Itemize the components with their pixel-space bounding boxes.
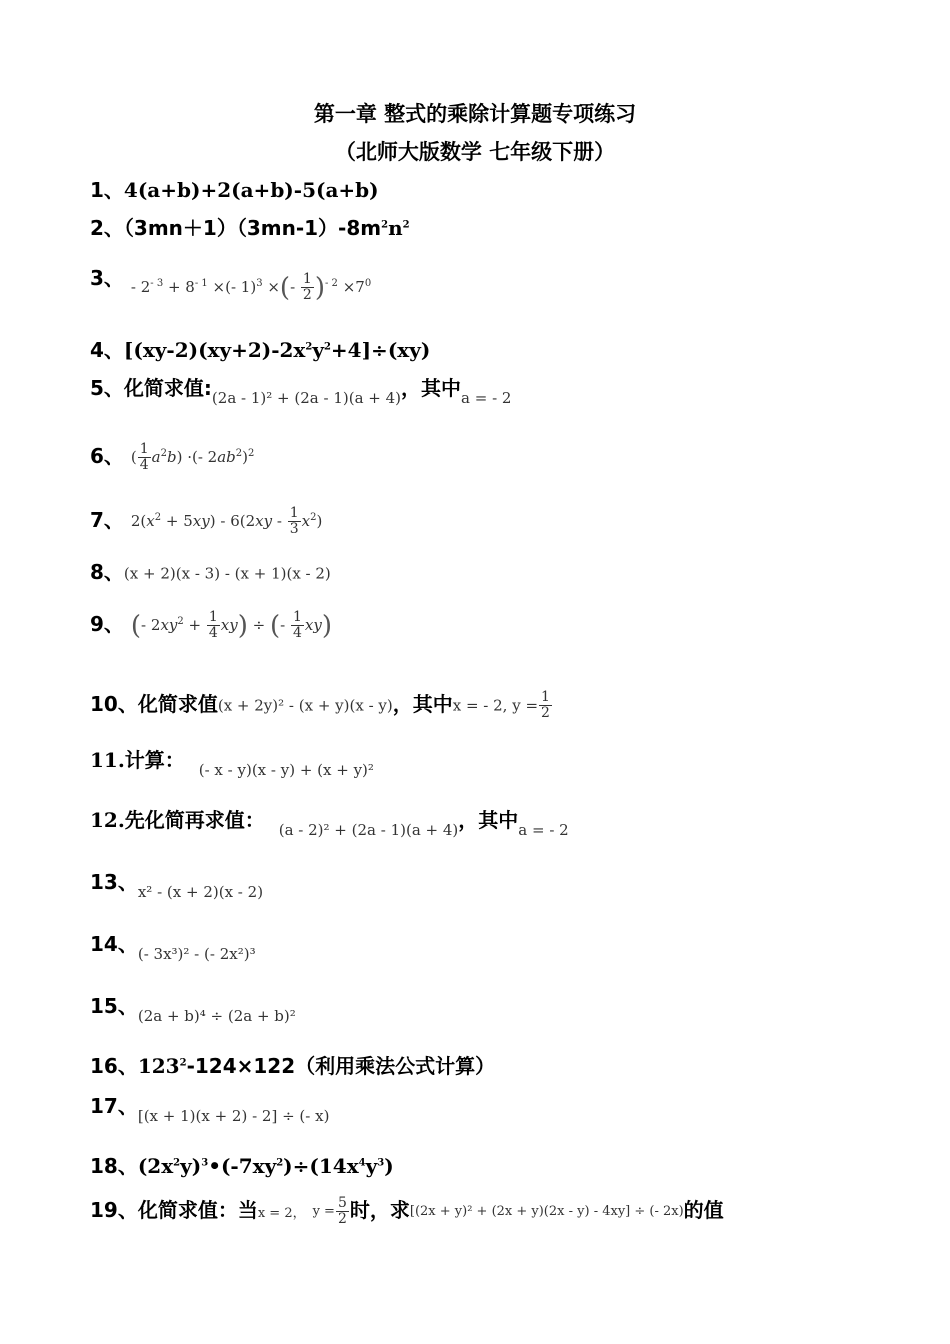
problem-number: 19、 — [90, 1198, 138, 1222]
problem-number: 4、 — [90, 338, 124, 362]
problem-text: n — [388, 216, 403, 240]
problem-label: 化简求值 — [137, 692, 218, 716]
problem-text: （3mn＋1）（3mn-1）-8m — [123, 216, 382, 240]
problem-1 — [90, 174, 379, 203]
problem-label: 计算： — [124, 748, 185, 772]
problem-expression: (- 3x³)² - (- 2x²)³ — [137, 944, 256, 963]
problem-number: 15、 — [90, 994, 138, 1018]
problem-text: 123 — [137, 1054, 180, 1078]
problem-expression: (- $2xy^2$ + $\frac{1}{4}$ xy) ÷ (- $\frac{1}{4}$ xy) — [130, 609, 332, 641]
problem-label: 化简求值：当 — [137, 1198, 258, 1222]
problem-expression: (a - 2)² + (2a - 1)(a + 4) — [278, 820, 459, 839]
problem-where: ，其中 — [392, 692, 453, 716]
problem-number: 16、 — [90, 1054, 138, 1078]
problem-number: 18、 — [90, 1154, 138, 1178]
problem-label: 时，求 — [349, 1198, 410, 1222]
problem-expression: (x + 2)(x - 3) - (x + 1)(x - 2) — [123, 564, 331, 583]
problem-number: 17、 — [90, 1094, 138, 1118]
problem-16 — [90, 1050, 495, 1079]
problem-text: y — [365, 1154, 378, 1178]
problem-text: )÷(14x — [283, 1154, 359, 1178]
problem-number: 3、 — [90, 266, 124, 290]
problem-11 — [90, 744, 374, 779]
problem-expression: $2(x^2 + 5xy) - 6(2xy$ - $\frac{1}{3}$ $x^2$) — [130, 505, 323, 537]
problem-condition: y = — [312, 1204, 335, 1219]
problem-7 — [90, 504, 322, 537]
exponent: 2 — [323, 341, 331, 353]
problem-text: ) — [384, 1154, 394, 1178]
exponent: 2 — [402, 219, 410, 231]
problem-label: 先化简再求值： — [124, 808, 265, 832]
problem-text: y — [312, 338, 324, 362]
exponent: 3 — [377, 1157, 385, 1169]
problem-expression: [(2x + y)² + (2x + y)(2x - y) - 4xy] ÷ (- 2x) — [409, 1204, 684, 1219]
problem-19: 19、化简求值：当x = 2， y = $\frac{5}{2}$ 时，求[(2x + y)² + (2x + y)(2x - y) - 4xy] ÷ (- 2x)的值 — [90, 1195, 724, 1227]
problem-4 — [90, 334, 430, 363]
problem-14 — [90, 928, 256, 963]
problem-text: y) — [180, 1154, 202, 1178]
problem-2 — [90, 212, 410, 241]
exponent: 3 — [201, 1157, 209, 1169]
problem-expression: ( $\frac{1}{4}$ $a^2b$) ·(- $2ab^2)^2$ — [130, 441, 255, 473]
problem-condition: x = - 2, y = — [452, 696, 539, 715]
problem-6 — [90, 440, 254, 473]
page-title: 第一章 整式的乘除计算题专项练习 — [313, 102, 637, 126]
problem-number: 9、 — [90, 612, 124, 636]
problem-expression: - 2- 3 + 8- 1 ×(- 1)3 ×(- 1 2 )- 2 ×70 — [130, 271, 372, 303]
problem-where: ，其中 — [401, 376, 462, 400]
problem-expression: (2a - 1)² + (2a - 1)(a + 4) — [211, 388, 402, 407]
problem-15 — [90, 990, 296, 1025]
problem-number: 14、 — [90, 932, 138, 956]
exponent: 2 — [276, 1157, 284, 1169]
problem-where: ，其中 — [458, 808, 519, 832]
problem-number: 5、 — [90, 376, 124, 400]
problem-text: +4]÷(xy) — [330, 338, 431, 362]
problem-8 — [90, 556, 331, 585]
exponent: 2 — [173, 1157, 181, 1169]
problem-expression: (2a + b)⁴ ÷ (2a + b)² — [137, 1006, 296, 1025]
problem-3 — [90, 262, 372, 303]
exponent: 4 — [358, 1157, 366, 1169]
problem-number: 12. — [90, 808, 125, 832]
problem-text: -124×122（利用乘法公式计算） — [186, 1054, 496, 1078]
problem-expression: x² - (x + 2)(x - 2) — [137, 882, 264, 901]
problem-17 — [90, 1090, 330, 1125]
problem-number: 8、 — [90, 560, 124, 584]
exponent: 2 — [305, 341, 313, 353]
problem-label: 的值 — [683, 1198, 724, 1222]
problem-text: (2x — [137, 1154, 174, 1178]
problem-expression: (- x - y)(x - y) + (x + y)² — [198, 760, 374, 779]
problem-number: 10、 — [90, 692, 138, 716]
problem-12 — [90, 804, 569, 839]
problem-18 — [90, 1150, 394, 1179]
problem-number: 11. — [90, 748, 125, 772]
problem-number: 13、 — [90, 870, 138, 894]
problem-number: 2、 — [90, 216, 124, 240]
problem-expression: (x + 2y)² - (x + y)(x - y) — [217, 696, 393, 715]
problem-number: 6、 — [90, 444, 124, 468]
problem-label: 化简求值: — [123, 376, 212, 400]
problem-13 — [90, 866, 264, 901]
problem-condition: a = - 2 — [461, 388, 512, 407]
problem-number: 7、 — [90, 508, 124, 532]
problem-expression: [(x + 1)(x + 2) - 2] ÷ (- x) — [137, 1106, 330, 1125]
problem-text: •(-7xy — [208, 1154, 277, 1178]
problem-10: 10、化简求值(x + 2y)² - (x + y)(x - y)，其中x = - 2, y = $\frac{1}{2}$ — [90, 689, 550, 721]
problem-condition: x = 2， — [257, 1206, 306, 1221]
problem-number: 1、 — [90, 178, 124, 202]
exponent: 2 — [179, 1057, 187, 1069]
problem-5 — [90, 372, 512, 407]
problem-9 — [90, 608, 332, 641]
problem-text: 4(a+b)+2(a+b)-5(a+b) — [123, 178, 379, 202]
problem-condition: a = - 2 — [518, 820, 569, 839]
problem-text: [(xy-2)(xy+2)-2x — [123, 338, 306, 362]
page-subtitle: （北师大版数学 七年级下册） — [334, 140, 616, 164]
exponent: 2 — [381, 219, 389, 231]
